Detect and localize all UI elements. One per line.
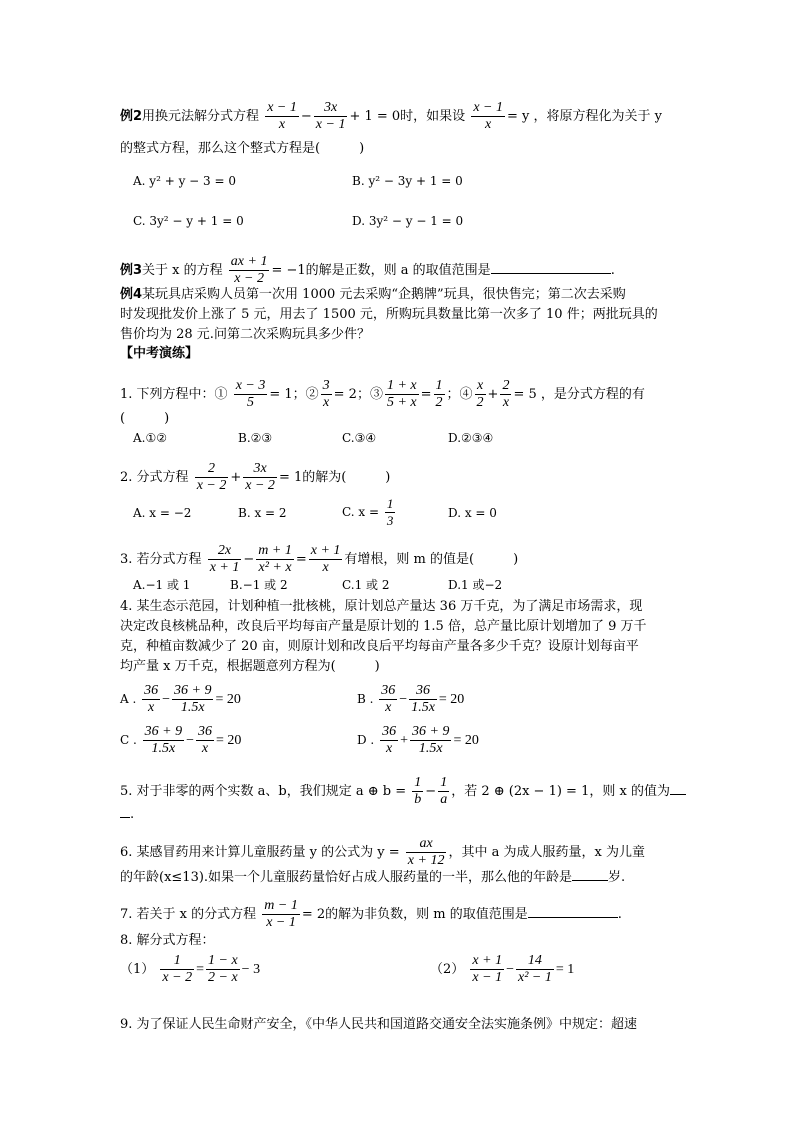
denominator: x + 12	[407, 853, 445, 868]
operator: −	[186, 733, 194, 748]
numerator: 1 + x	[386, 378, 417, 393]
question-2-option-b: B. x = 2	[238, 506, 287, 520]
example-2-text: + 1 = 0时，如果设	[349, 109, 466, 124]
denominator: x	[471, 116, 505, 133]
numerator: ax	[419, 836, 433, 851]
denominator: x − 1	[472, 970, 503, 985]
question-7-text: = 2的解为非负数，则 m 的取值范围是	[301, 907, 528, 922]
numerator: ax + 1	[230, 254, 268, 269]
question-7-line	[120, 898, 622, 931]
numerator: 36 + 9	[174, 683, 212, 698]
question-6-text: 6. 某感冒药用来计算儿童服药量 y 的公式为 y =	[120, 845, 400, 860]
question-4-line-2: 决定改良核桃品种，改良后平均每亩产量是原计划的 1.5 倍，总产量比原计划增加了 9 万千	[120, 619, 647, 634]
denominator: x	[500, 394, 511, 411]
fraction	[196, 724, 214, 757]
question-4-option-b	[357, 683, 464, 716]
question-8-part-2	[430, 953, 574, 986]
fraction	[321, 378, 332, 411]
fraction	[471, 100, 505, 133]
numerator: 1 − x	[208, 953, 238, 968]
answer-blank	[670, 782, 686, 795]
question-3-line	[120, 543, 518, 576]
example-4-line-3: 售价均为 28 元.问第二次采购玩具多少件？	[120, 327, 370, 342]
fraction	[412, 775, 423, 808]
denominator: 1.5x	[410, 740, 451, 757]
equation-rhs: = 1	[555, 962, 575, 977]
numerator: 2x	[217, 543, 232, 558]
example-4-line-1	[120, 286, 626, 304]
answer-blank	[572, 868, 608, 881]
fraction	[172, 683, 213, 716]
denominator: x + 1	[209, 560, 240, 575]
example-2-line-1	[120, 100, 662, 133]
denominator: x	[265, 116, 299, 133]
answer-blank	[528, 905, 618, 918]
equation-rhs: − 3	[241, 962, 261, 977]
numerator: 36	[416, 683, 431, 698]
fraction	[309, 543, 343, 576]
question-1-text: ；④	[446, 387, 473, 402]
denominator: 1.5x	[411, 700, 435, 715]
question-1-text: = 1；②	[269, 387, 319, 402]
numerator: 36 + 9	[411, 724, 450, 739]
denominator: x − 1	[315, 117, 346, 132]
fraction	[475, 378, 486, 411]
question-6-text: 的年龄(x≤13).如果一个儿童服药量恰好占成人服药量的一半，那么他的年龄是	[120, 870, 573, 885]
question-1-option-c: C.③④	[342, 431, 377, 445]
fraction	[409, 683, 437, 716]
denominator: 2	[435, 395, 443, 410]
denominator: x	[142, 699, 160, 716]
question-4-line-3: 克，种植亩数减少了 20 亩，则原计划和改良后平均每亩产量各多少千克？设原计划每亩平	[120, 639, 639, 654]
numerator: 14	[527, 953, 542, 968]
question-6-line-2	[120, 868, 625, 887]
numerator: 1	[386, 496, 394, 511]
example-2-option-d: D. 3y² − y − 1 = 0	[352, 214, 464, 228]
numerator: x − 1	[473, 100, 503, 115]
answer-blank	[120, 805, 130, 818]
option-label: C .	[120, 733, 137, 747]
fraction	[142, 683, 160, 716]
fraction	[143, 724, 184, 757]
numerator: 3	[322, 378, 330, 393]
fraction	[265, 100, 299, 133]
question-1-option-d: D.②③④	[448, 431, 494, 445]
question-1-text: = 2；③	[333, 387, 383, 402]
operator: −	[300, 109, 312, 124]
denominator: 2 − x	[208, 970, 238, 985]
question-6-text: ，其中 a 为成人服药量，x 为儿童	[448, 845, 645, 860]
question-1-text: = 5 ，是分式方程的有	[513, 387, 645, 402]
denominator: 2	[476, 395, 484, 410]
denominator: x	[379, 699, 397, 716]
section-heading: 【中考演练】	[120, 346, 199, 361]
example-2-text: = y ，将原方程化为关于 y	[507, 109, 662, 124]
numerator: m − 1	[264, 898, 298, 913]
numerator: 1	[440, 775, 448, 790]
denominator: x	[321, 394, 332, 411]
fraction	[500, 378, 511, 411]
numerator: 36	[198, 724, 212, 739]
numerator: 36	[144, 683, 159, 698]
equation-rhs: = 20	[453, 733, 479, 748]
fraction	[385, 378, 419, 411]
fraction	[206, 953, 240, 986]
operator: −	[425, 784, 437, 799]
fraction	[379, 683, 397, 716]
question-2-line	[120, 461, 390, 494]
option-label: C. x =	[342, 505, 380, 519]
example-2-option-a: A. y² + y − 3 = 0	[133, 174, 236, 188]
operator: −	[399, 692, 408, 707]
numerator: 2	[208, 461, 216, 476]
period: .	[617, 907, 622, 922]
example-3-label: 例3	[120, 263, 143, 278]
denominator: 5	[234, 394, 268, 411]
example-3-text: 关于 x 的方程	[142, 263, 223, 278]
operator: −	[243, 552, 255, 567]
fraction	[160, 953, 194, 986]
numerator: m + 1	[258, 543, 292, 558]
fraction	[314, 100, 348, 133]
numerator: 36	[381, 683, 396, 698]
denominator: 5 + x	[386, 395, 417, 410]
numerator: 36 + 9	[144, 724, 183, 739]
denominator: x − 1	[262, 914, 300, 931]
part-label: （2）	[430, 962, 465, 977]
denominator: x	[380, 740, 398, 757]
fraction	[262, 898, 300, 931]
question-4-line-1: 4. 某生态示范园，计划种植一批核桃，原计划总产量达 36 万千克，为了满足市场需求，现	[120, 599, 643, 614]
option-label: A .	[120, 692, 137, 706]
denominator: 3	[386, 513, 394, 528]
numerator: x + 1	[472, 953, 503, 968]
question-4-option-c	[120, 724, 241, 757]
fraction	[410, 724, 451, 757]
example-3-line	[120, 254, 615, 287]
question-5-text: 5. 对于非零的两个实数 a、b，我们规定 a ⊕ b =	[120, 784, 407, 799]
equation-rhs: = 20	[438, 692, 465, 707]
example-2-label: 例2	[120, 109, 143, 124]
question-3-option-c: C.1 或 2	[342, 578, 390, 592]
denominator: x² − 1	[518, 970, 552, 985]
question-3-option-b: B.−1 或 2	[230, 578, 288, 592]
fraction	[234, 378, 268, 411]
fraction	[208, 543, 242, 576]
question-9-line-1: 9. 为了保证人民生命财产安全，《中华人民共和国道路交通安全法实施条例》中规定：超速	[120, 1017, 638, 1032]
denominator: x − 2	[229, 270, 270, 287]
question-6-line-1	[120, 836, 645, 869]
numerator: 36	[382, 724, 397, 739]
operator: +	[400, 733, 408, 748]
question-5-line-2	[120, 805, 134, 824]
denominator: x	[196, 740, 214, 757]
fraction	[516, 953, 554, 986]
question-3-option-d: D.1 或−2	[448, 578, 503, 592]
numerator: 1	[414, 775, 422, 790]
question-3-text: 有增根，则 m 的值是( )	[344, 552, 519, 567]
operator: −	[506, 962, 514, 977]
numerator: 3x	[324, 100, 338, 115]
question-4-option-a	[120, 683, 241, 716]
fraction	[380, 724, 398, 757]
fraction	[195, 461, 229, 494]
denominator: 1.5x	[143, 740, 184, 757]
answer-blank	[491, 261, 611, 274]
operator: =	[196, 962, 204, 977]
option-label: B .	[357, 692, 374, 706]
numerator: x − 3	[235, 378, 266, 393]
fraction	[229, 254, 270, 287]
period: .	[610, 263, 615, 278]
denominator: 1.5x	[172, 699, 213, 716]
operator: +	[230, 470, 242, 485]
part-label: （1）	[120, 962, 155, 977]
question-2-option-a: A. x = −2	[133, 506, 192, 520]
question-1-option-a: A.①②	[133, 431, 167, 445]
fraction	[470, 953, 504, 986]
denominator: x	[309, 559, 343, 576]
question-2-option-d: D. x = 0	[448, 506, 497, 520]
question-5-text: ，若 2 ⊕ (2x − 1) = 1，则 x 的值为	[451, 784, 670, 799]
example-2-line-2: 的整式方程，那么这个整式方程是( )	[120, 141, 365, 156]
numerator: x − 1	[267, 100, 297, 115]
numerator: 3x	[253, 461, 267, 476]
example-4-label: 例4	[120, 287, 143, 302]
numerator: 1	[435, 378, 443, 393]
denominator: a	[440, 792, 448, 807]
fraction	[406, 836, 447, 869]
fraction	[438, 775, 449, 808]
question-7-text: 7. 若关于 x 的分式方程	[120, 907, 257, 922]
question-2-text: 2. 分式方程	[120, 470, 189, 485]
question-2-option-c	[342, 496, 397, 529]
equation-rhs: = 20	[216, 733, 242, 748]
question-1-option-b: B.②③	[238, 431, 273, 445]
question-4-option-d	[357, 724, 479, 757]
fraction	[434, 378, 445, 411]
operator: =	[295, 552, 307, 567]
example-3-text: = −1的解是正数，则 a 的取值范围是	[271, 263, 491, 278]
example-2-text: 用换元法解分式方程	[142, 109, 260, 124]
denominator: b	[414, 792, 422, 807]
question-6-text: 岁.	[608, 870, 626, 885]
question-4-line-4: 均产量 x 万千克，根据题意列方程为( )	[120, 659, 380, 674]
question-3-option-a: A.−1 或 1	[133, 578, 191, 592]
numerator: 2	[502, 378, 510, 393]
operator: +	[487, 387, 499, 402]
example-2-option-b: B. y² − 3y + 1 = 0	[352, 174, 463, 188]
question-1-paren: ( )	[120, 411, 170, 426]
fraction	[385, 496, 396, 529]
period: .	[130, 807, 135, 822]
question-2-text: = 1的解为( )	[278, 470, 391, 485]
denominator: x − 2	[245, 478, 275, 493]
denominator: x − 2	[162, 970, 193, 985]
numerator: 1	[173, 953, 181, 968]
example-4-text: 某玩具店采购人员第一次用 1000 元去采购“企鹅牌”玩具，很快售完；第二次去采购	[142, 287, 626, 302]
question-8-part-1	[120, 953, 260, 986]
operator: =	[420, 387, 432, 402]
equation-rhs: = 20	[215, 692, 241, 707]
option-label: D .	[357, 733, 375, 747]
denominator: x − 2	[196, 478, 227, 493]
numerator: x	[476, 378, 484, 393]
fraction	[256, 543, 294, 576]
example-4-line-2: 时发现批发价上涨了 5 元，用去了 1500 元，所购玩具数量比第一次多了 10 件；两批玩具的	[120, 307, 658, 322]
question-8-heading: 8. 解分式方程：	[120, 933, 215, 948]
fraction	[243, 461, 277, 494]
example-2-option-c: C. 3y² − y + 1 = 0	[133, 214, 244, 228]
numerator: x + 1	[310, 543, 341, 558]
denominator: x² + x	[256, 559, 294, 576]
operator: −	[162, 692, 171, 707]
question-1-line	[120, 378, 645, 411]
question-3-text: 3. 若分式方程	[120, 552, 202, 567]
question-1-text: 1. 下列方程中：①	[120, 387, 228, 402]
question-5-line	[120, 775, 686, 808]
